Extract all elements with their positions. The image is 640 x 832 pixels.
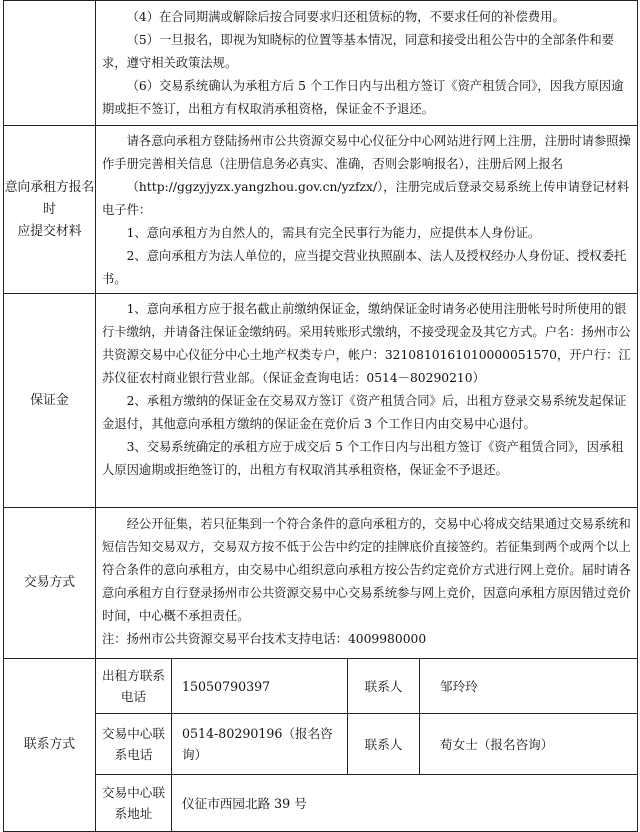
contact-person-center: 荀女士（报名咨询） [420,714,638,775]
contact-value-address: 仪征市西园北路 39 号 [172,775,638,832]
terms-paragraph-6: （6）交易系统确认为承租方后 5 个工作日内与出租方签订《资产租赁合同》，因我方原因逾期或拒不签订，出租方有权取消承租资格，保证金不予退还。 [102,79,624,116]
contact-label: 联系方式 [4,659,96,832]
deposit-content [96,294,638,508]
trading-note: 注：扬州市公共资源交易平台技术支持电话：4009980000 [102,632,427,646]
trading-paragraph: 经公开征集，若只征集到一个符合条件的意向承租方的，交易中心将成交结果通过交易系统和短信告知交易双方，交易双方按不低于公告中约定的挂牌底价直接签约。若征集到两个或两个以上符合条件的意向承租方，由交易中心组织意向承租方按公告约定竞价方式进行网上竞价。届时请各意向承租方自行登录扬州市公共资源交易中心交易系统参与网上竞价，因意向承租方原因错过竞价时间，中心概不承担责任。 [102,517,631,623]
terms-paragraph-4: （4）在合同期满或解除后按合同要求归还租赁标的物，不要求任何的补偿费用。 [126,10,565,24]
deposit-paragraph-1: 1、意向承租方应于报名截止前缴纳保证金，缴纳保证金时请务必使用注册帐号时所使用的银行卡缴纳，并请备注保证金缴纳码。采用转账形式缴纳，不接受现金及其它方式。户名：扬州市公共资源交易中心仪征分中心土地产权类专户，帐户：3210810161010000051570，开户行：江苏仪征农村商业银行营业部。（保证金查询电话：0514－80290210） [102,302,631,385]
contact-person-lessor: 邹玲玲 [420,659,638,714]
contact-row-address [4,775,638,832]
registration-label [4,126,96,294]
trading-content [96,508,638,659]
deposit-paragraph-3: 3、交易系统确定的承租方应于成交后 5 个工作日内与出租方签订《资产租赁合同》，因承租人原因逾期或拒绝签订的，出租方有权取消其承租资格，保证金不予退还。 [102,440,624,477]
terms-label-cell [4,1,96,126]
registration-paragraph-url: （http://ggzyjyzx.yangzhou.gov.cn/yzfzx/），注册完成后登录交易系统上传申请登记材料电子件： [102,180,630,217]
registration-label-line2: 应提交材料 [17,223,82,239]
registration-paragraph-person: 1、意向承租方为自然人的，需具有完全民事行为能力，应提供本人身份证。 [126,226,541,240]
contact-row-lessor [4,659,638,714]
registration-label-line1: 意向承租方报名时 [4,179,95,217]
registration-content [96,126,638,294]
trading-label: 交易方式 [4,508,96,659]
contact-person-label-lessor: 联系人 [348,659,420,714]
contact-row-center [4,714,638,775]
terms-row [4,1,638,126]
contact-field-address: 交易中心联系地址 [96,775,172,832]
registration-paragraph-legal: 2、意向承租方为法人单位的，应当提交营业执照副本、法人及授权经办人身份证、授权委托书。 [102,249,627,286]
trading-row [4,508,638,659]
deposit-paragraph-2: 2、承租方缴纳的保证金在交易双方签订《资产租赁合同》后，出租方登录交易系统发起保证金退付，其他意向承租方缴纳的保证金在竞价后 3 个工作日内由交易中心退付。 [102,394,627,431]
contact-person-label-center: 联系人 [348,714,420,775]
registration-row [4,126,638,294]
terms-content [96,1,638,126]
announcement-table [3,0,638,832]
registration-paragraph-intro: 请各意向承租方登陆扬州市公共资源交易中心仪征分中心网站进行网上注册，注册时请参照操作手册完善相关信息（注册信息务必真实、准确，否则会影响报名），注册后网上报名 [102,134,631,171]
deposit-row [4,294,638,508]
contact-value-lessor-phone: 15050790397 [172,659,348,714]
terms-paragraph-5: （5）一旦报名，即视为知晓标的位置等基本情况，同意和接受出租公告中的全部条件和要求，遵守相关政策法规。 [102,33,614,70]
contact-value-center-phone: 0514-80290196（报名咨询） [172,714,348,775]
contact-field-center-phone: 交易中心联系电话 [96,714,172,775]
contact-field-lessor-phone: 出租方联系电话 [96,659,172,714]
deposit-label: 保证金 [4,294,96,508]
